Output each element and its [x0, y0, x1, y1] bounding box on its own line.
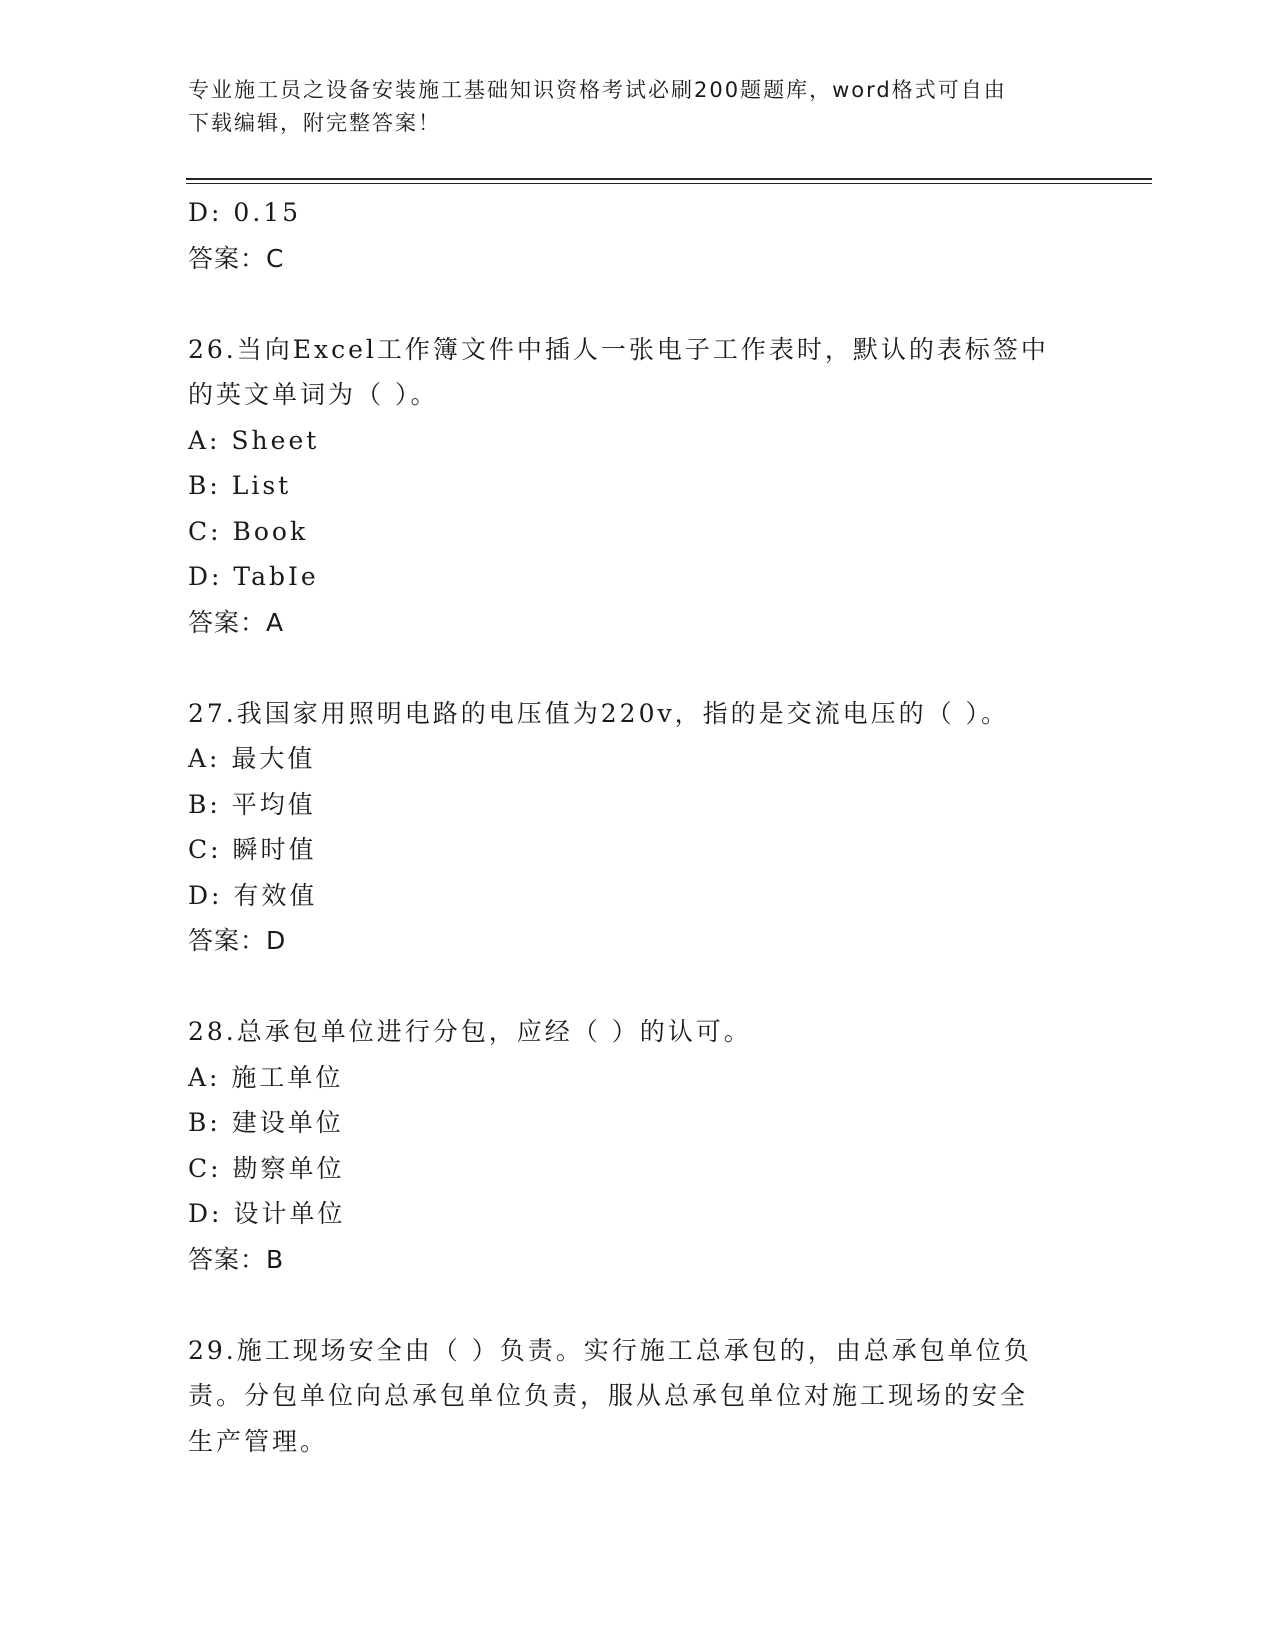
option-d: D: TabIe: [188, 562, 319, 591]
header-line-1: 专业施工员之设备安装施工基础知识资格考试必刷200题题库，word格式可自由: [188, 78, 1007, 102]
header-rule-thick: [186, 178, 1152, 180]
option-b: B: 建设单位: [188, 1108, 344, 1137]
question-text: 29.施工现场安全由（ ）负责。实行施工总承包的，由总承包单位负: [188, 1335, 1032, 1365]
question-text: 26.当向Excel工作簿文件中插人一张电子工作表时，默认的表标签中: [188, 334, 1049, 364]
option-b: B: 平均值: [188, 789, 316, 819]
option-c: C: 勘察单位: [188, 1153, 345, 1183]
option-a: A: Sheet: [188, 425, 320, 455]
question-text: 28.总承包单位进行分包，应经（ ）的认可。: [188, 1017, 752, 1046]
question-27: [188, 691, 1088, 964]
option-c: C: 瞬时值: [188, 835, 317, 864]
prev-answer: 答案：C: [188, 243, 285, 273]
question-text: 责。分包单位向总承包单位负责，服从总承包单位对施工现场的安全: [188, 1381, 1029, 1410]
header-line-2: 下载编辑，附完整答案！: [188, 111, 441, 135]
question-text: 的英文单词为（ ）。: [188, 380, 439, 409]
question-26: [188, 327, 1088, 646]
spacer: [188, 645, 1088, 691]
header-rule-thin: [186, 183, 1152, 184]
spacer: [188, 1282, 1088, 1328]
option-d: D: 有效值: [188, 880, 318, 910]
option-a: A: 最大值: [188, 744, 316, 773]
question-text: 27.我国家用照明电路的电压值为220v，指的是交流电压的（ ）。: [188, 698, 1010, 728]
answer: 答案：D: [188, 926, 287, 955]
option-d: D: 设计单位: [188, 1199, 346, 1228]
option-b: B: List: [188, 471, 292, 500]
option-a: A: 施工单位: [188, 1062, 344, 1092]
option-c: C: Book: [188, 516, 309, 546]
question-28: [188, 1009, 1088, 1282]
prev-option-d: D: 0.15: [188, 198, 302, 227]
spacer: [188, 964, 1088, 1010]
answer: 答案：A: [188, 607, 285, 637]
question-text: 生产管理。: [188, 1426, 329, 1456]
page-header: [188, 74, 1068, 140]
spacer: [188, 281, 1088, 327]
answer: 答案：B: [188, 1244, 285, 1274]
question-content: [188, 190, 1088, 1464]
question-29: [188, 1328, 1088, 1465]
